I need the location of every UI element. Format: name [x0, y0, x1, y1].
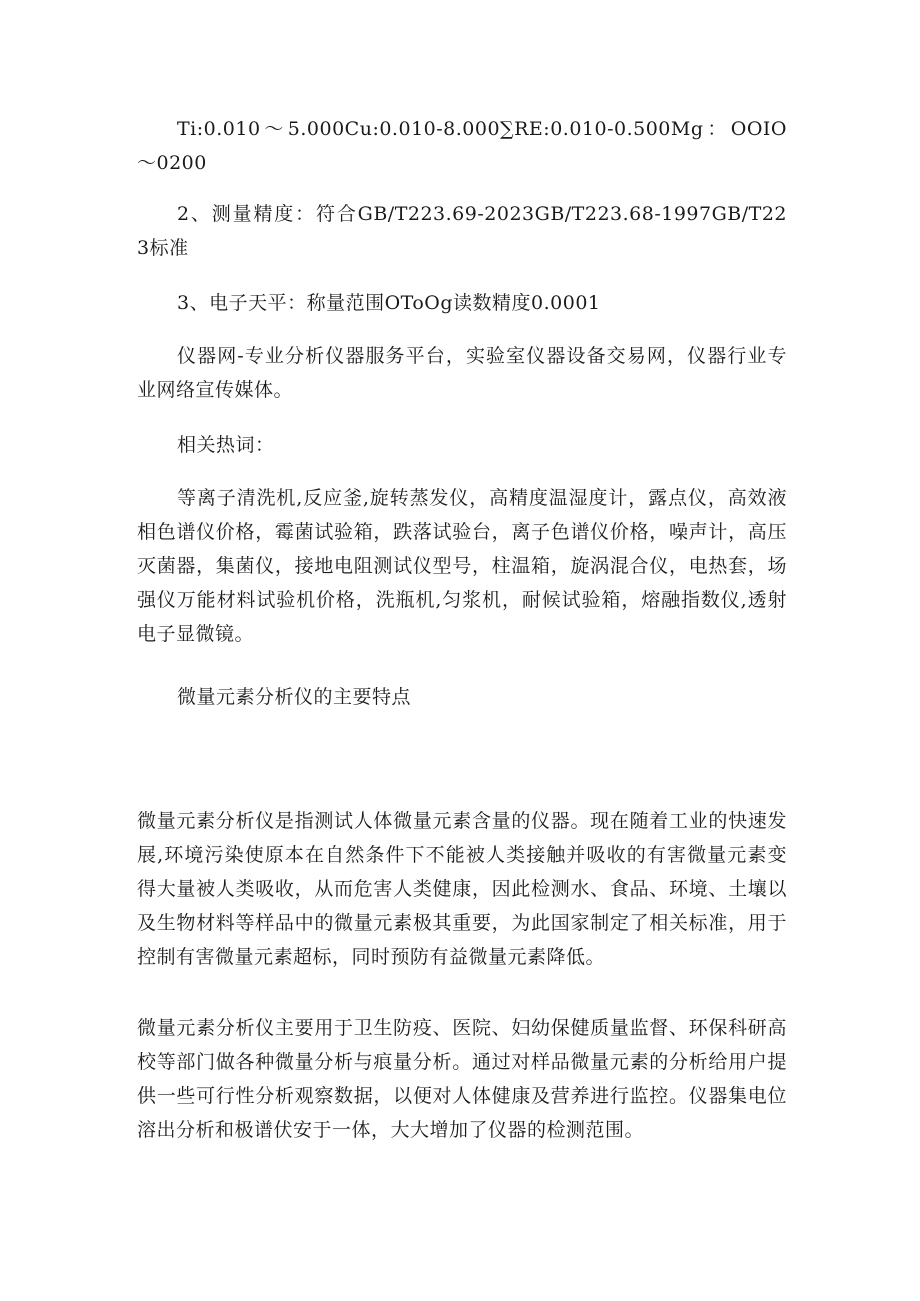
body-paragraph-1: 微量元素分析仪是指测试人体微量元素含量的仪器。现在随着工业的快速发展,环境污染使原本在自然条件下不能被人类接触并吸收的有害微量元素变得大量被人类吸收，从而危害人类健康，因此检测水、食品、环境、土壤以及生物材料等样品中的微量元素极其重要，为此国家制定了相关标准，用于控制有害微量元素超标，同时预防有益微量元素降低。	[137, 810, 787, 968]
spec-item-measurement-precision: 2、测量精度：符合GB/T223.69-2023GB/T223.68-1997GB/T223标准	[137, 203, 787, 259]
site-intro-paragraph: 仪器网-专业分析仪器服务平台，实验室仪器设备交易网，仪器行业专业网络宣传媒体。	[137, 345, 787, 401]
hot-words-list: 等离子清洗机,反应釜,旋转蒸发仪，高精度温湿度计，露点仪，高效液相色谱仪价格，霉菌试验箱，跌落试验台，离子色谱仪价格，噪声计，高压灭菌器，集菌仪，接地电阻测试仪型号，柱温箱，旋涡混合仪，电热套，场强仪万能材料试验机价格，洗瓶机,匀浆机，耐候试验箱，熔融指数仪,透射电子显微镜。	[137, 487, 787, 645]
hot-words-label: 相关热词：	[177, 434, 275, 456]
spec-line-elements: Ti:0.010～5.000Cu:0.010-8.000∑RE:0.010-0.500Mg：OOIO～0200	[137, 118, 787, 174]
section-heading: 微量元素分析仪的主要特点	[177, 686, 412, 708]
spec-item-electronic-balance: 3、电子天平：称量范围OToOg读数精度0.0001	[177, 292, 601, 314]
body-paragraph-2: 微量元素分析仪主要用于卫生防疫、医院、妇幼保健质量监督、环保科研高校等部门做各种微量分析与痕量分析。通过对样品微量元素的分析给用户提供一些可行性分析观察数据，以便对人体健康及营养进行监控。仪器集电位溶出分析和极谱伏安于一体，大大增加了仪器的检测范围。	[137, 1017, 787, 1141]
